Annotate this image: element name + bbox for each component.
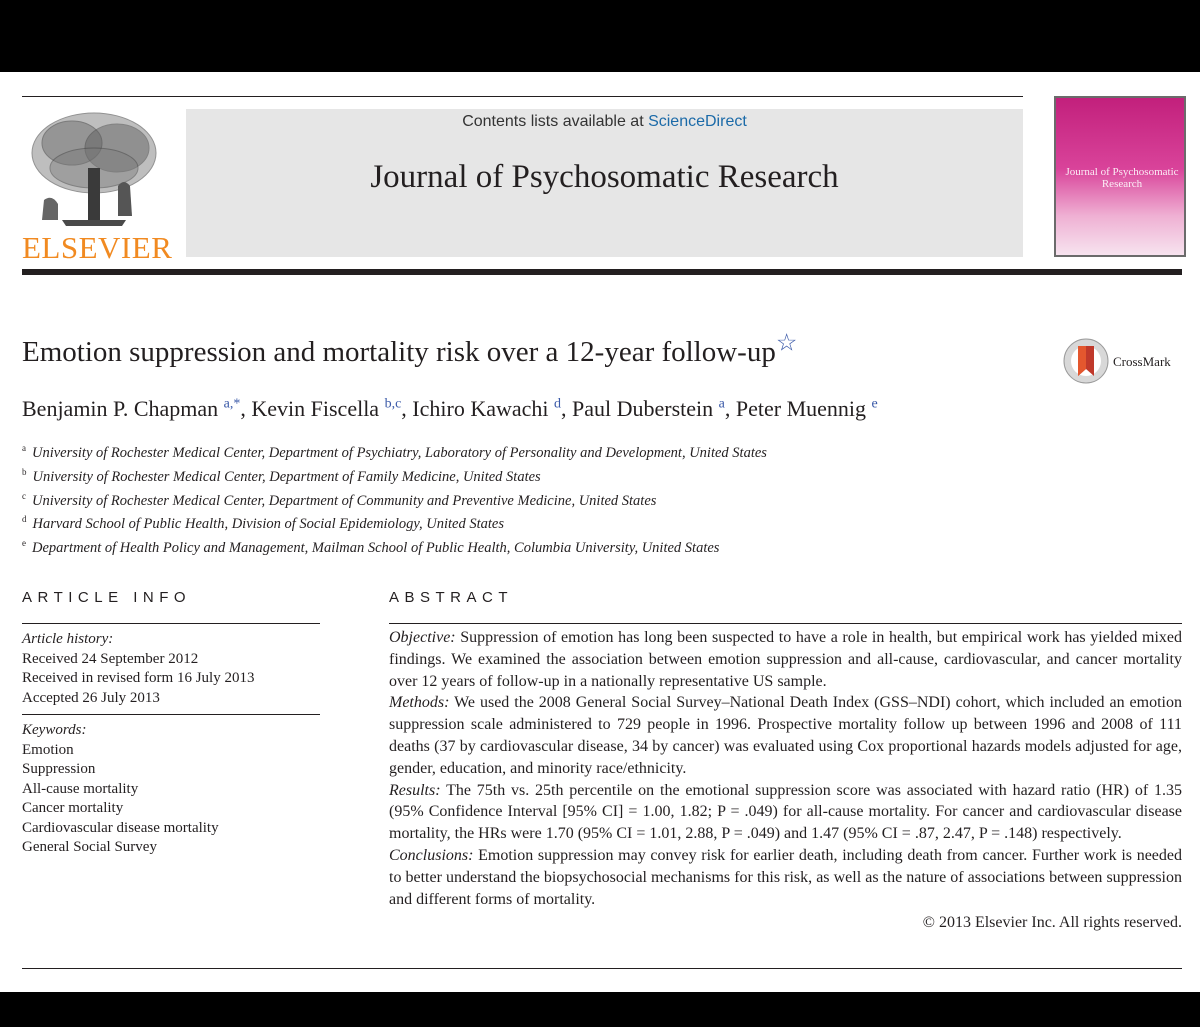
keywords — [22, 715, 320, 864]
author[interactable]: Kevin Fiscella $^{b,c}$ — [251, 396, 402, 421]
elsevier-wordmark: ELSEVIER — [22, 230, 173, 265]
title-footnote-star-icon[interactable]: ☆ — [775, 330, 798, 357]
affiliation: $^b$ University of Rochester Medical Center, Department of Family Medicine, United States — [22, 466, 541, 485]
cover-title: Journal of Psychosomatic Research — [1065, 166, 1179, 190]
abstract-conclusions: Conclusions: Emotion suppression may convey risk for earlier death, including death from cancer. Further work is needed to better understand the biopsychosocial mechanisms for this risk, as well as the nature of associations between suppression and different forms of mortality. — [389, 846, 1182, 908]
keyword[interactable]: Suppression — [22, 761, 96, 777]
abstract-results: Results: The 75th vs. 25th percentile on the emotional suppression score was associated with hazard ratio (HR) of 1.35 (95% Confidence Interval [95% CI] = 1.00, 1.82; P = .049) for all-cause mortality. For cancer and cardiovascular disease mortality, the HRs were 1.70 (95% CI = 1.01, 2.88, P = .049) and 1.47 (95% CI = .87, 2.47, P = .148) respectively. — [389, 781, 1182, 843]
crossmark-badge[interactable] — [1063, 336, 1187, 386]
keyword[interactable]: Emotion — [22, 741, 74, 758]
history-item: Accepted 26 July 2013 — [22, 689, 160, 706]
journal-banner — [186, 109, 1023, 257]
divider — [389, 623, 1182, 624]
abstract-methods: Methods: We used the 2008 General Social Survey–National Death Index (GSS–NDI) cohort, which included an emotion suppression scale administered to 729 people in 1996. Prospective mortality follow up between 1996 and 2008 of 111 deaths (37 by cardiovascular disease, 34 by cancer) was evaluated using Cox proportional hazards models adjusted for age, gender, education, and minority race/ethnicity. — [389, 694, 1182, 777]
author[interactable]: Peter Muennig $^e$ — [735, 396, 878, 421]
crossmark-icon — [1063, 336, 1109, 386]
journal-title: Journal of Psychosomatic Research — [370, 159, 839, 195]
author[interactable]: Benjamin P. Chapman $^{a,*}$ — [22, 396, 241, 421]
keyword[interactable]: Cardiovascular disease mortality — [22, 819, 219, 836]
abstract-heading: ABSTRACT — [389, 589, 514, 606]
keyword[interactable]: Cancer mortality — [22, 800, 124, 816]
affiliation-list — [22, 439, 767, 558]
author[interactable]: Ichiro Kawachi $^d$ — [412, 396, 562, 421]
history-item: Received 24 September 2012 — [22, 650, 199, 667]
article-history — [22, 624, 320, 714]
affiliation: $^e$ Department of Health Policy and Management, Mailman School of Public Health, Columbia University, United States — [22, 538, 720, 557]
affiliation: $^d$ Harvard School of Public Health, Division of Social Epidemiology, United States — [22, 514, 504, 533]
author-list: Benjamin P. Chapman $^{a,*}$, Kevin Fiscella $^{b,c}$, Ichiro Kawachi $^d$, Paul Duberstein $^a$, Peter Muennig $^e$ — [22, 396, 878, 421]
bottom-rule — [22, 968, 1182, 969]
abstract-panel — [389, 623, 1182, 932]
article-info-panel — [22, 623, 320, 864]
abstract-objective: Objective: Suppression of emotion has long been suspected to have a role in health, but empirical work has yielded mixed findings. We examined the association between emotion suppression and all-cause, cardiovascular, and cancer mortality over 12 years of follow-up in a nationally representative US sample. — [389, 629, 1182, 690]
keywords-label: Keywords: — [22, 722, 87, 738]
affiliation: $^a$ University of Rochester Medical Center, Department of Psychiatry, Laboratory of Personality and Development, United States — [22, 443, 767, 461]
author[interactable]: Paul Duberstein $^a$ — [572, 396, 725, 421]
keyword[interactable]: General Social Survey — [22, 839, 157, 855]
journal-cover-thumbnail — [1054, 96, 1186, 257]
article-title — [22, 330, 798, 369]
crossmark-label: CrossMark — [1113, 354, 1171, 369]
contents-line — [186, 113, 1023, 131]
history-item: Received in revised form 16 July 2013 — [22, 670, 255, 686]
contents-prefix: Contents lists available at — [462, 113, 649, 130]
copyright-notice: © 2013 Elsevier Inc. All rights reserved. — [922, 914, 1182, 932]
top-black-bar — [0, 0, 1200, 72]
keyword[interactable]: All-cause mortality — [22, 780, 139, 797]
article-title-text: Emotion suppression and mortality risk over a 12-year follow-up — [22, 336, 776, 368]
affiliation: $^c$ University of Rochester Medical Center, Department of Community and Preventive Medicine, United States — [22, 490, 657, 509]
sciencedirect-link[interactable]: ScienceDirect — [648, 113, 747, 130]
header-top-rule — [22, 96, 1023, 97]
abstract-body — [389, 627, 1182, 910]
history-label: Article history: — [22, 631, 114, 647]
header-thick-rule — [22, 269, 1182, 275]
bottom-black-bar — [0, 992, 1200, 1027]
article-info-heading: ARTICLE INFO — [22, 589, 192, 606]
